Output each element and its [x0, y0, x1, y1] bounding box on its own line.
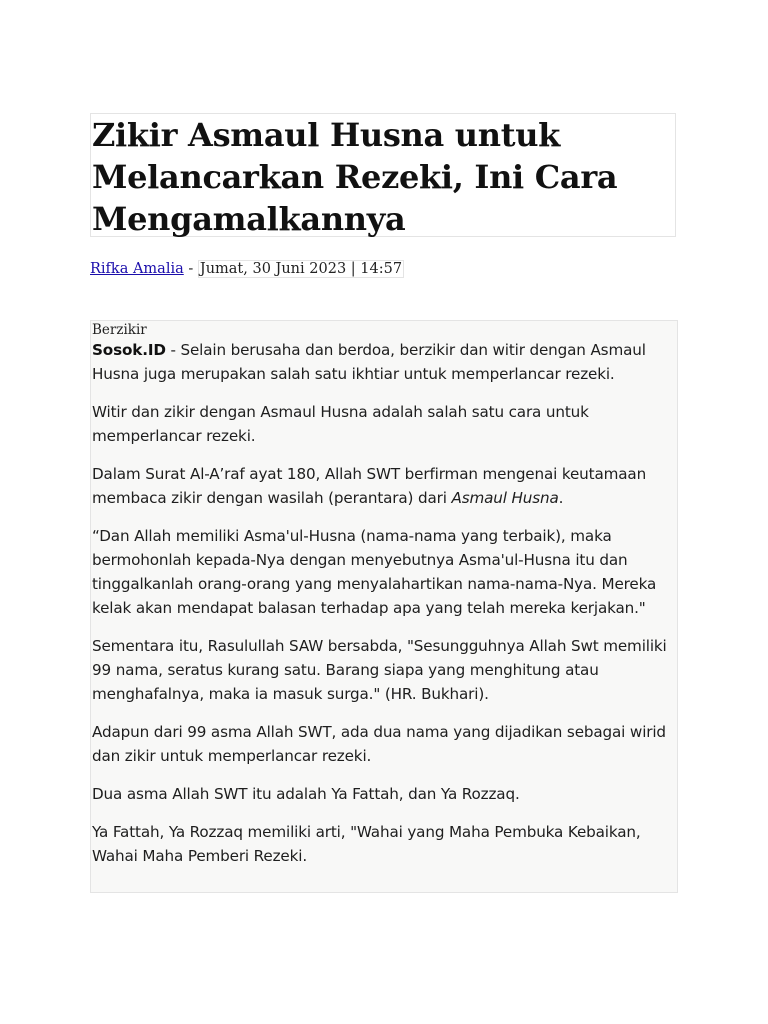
lead-brand: Sosok.ID	[92, 341, 166, 359]
paragraph-3-text: Dalam Surat Al-A’raf ayat 180, Allah SWT berfirman mengenai keutamaan membaca zikir dengan wasilah (perantara) dari	[92, 465, 647, 507]
author-link[interactable]: Rifka Amalia	[90, 261, 184, 277]
paragraph-6: Adapun dari 99 asma Allah SWT, ada dua nama yang dijadikan sebagai wirid dan zikir untuk memperlancar rezeki.	[92, 723, 666, 765]
paragraph-7: Dua asma Allah SWT itu adalah Ya Fattah, dan Ya Rozzaq.	[92, 785, 520, 803]
image-caption: Berzikir	[92, 322, 147, 338]
byline	[90, 258, 404, 280]
publish-date: Jumat, 30 Juni 2023 | 14:57	[199, 261, 403, 277]
article-body	[90, 320, 678, 893]
paragraph-3	[92, 462, 675, 510]
byline-separator: -	[183, 261, 198, 277]
paragraph-3-emphasis: Asmaul Husna	[451, 489, 559, 507]
paragraph-5: Sementara itu, Rasulullah SAW bersabda, "Sesungguhnya Allah Swt memiliki 99 nama, seratus kurang satu. Barang siapa yang menghitung atau menghafalnya, maka ia masuk surga." (HR. Bukhari).	[92, 637, 667, 703]
title-box	[90, 113, 676, 237]
paragraph-8: Ya Fattah, Ya Rozzaq memiliki arti, "Wahai yang Maha Pembuka Kebaikan, Wahai Maha Pemberi Rezeki.	[92, 823, 641, 865]
lead-paragraph	[92, 338, 675, 386]
lead-text: - Selain berusaha dan berdoa, berzikir dan witir dengan Asmaul Husna juga merupakan salah satu ikhtiar untuk memperlancar rezeki.	[92, 341, 646, 383]
paragraph-4: “Dan Allah memiliki Asma'ul-Husna (nama-nama yang terbaik), maka bermohonlah kepada-Nya dengan menyebutnya Asma'ul-Husna itu dan tinggalkanlah orang-orang yang menyalahartikan nama-nama-Nya. Mereka kelak akan mendapat balasan terhadap apa yang telah mereka kerjakan."	[92, 527, 657, 617]
paragraph-3-end: .	[558, 489, 564, 507]
paragraph-2: Witir dan zikir dengan Asmaul Husna adalah salah satu cara untuk memperlancar rezeki.	[92, 403, 589, 445]
article-title: Zikir Asmaul Husna untuk Melancarkan Rezeki, Ini Cara Mengamalkannya	[92, 116, 618, 238]
